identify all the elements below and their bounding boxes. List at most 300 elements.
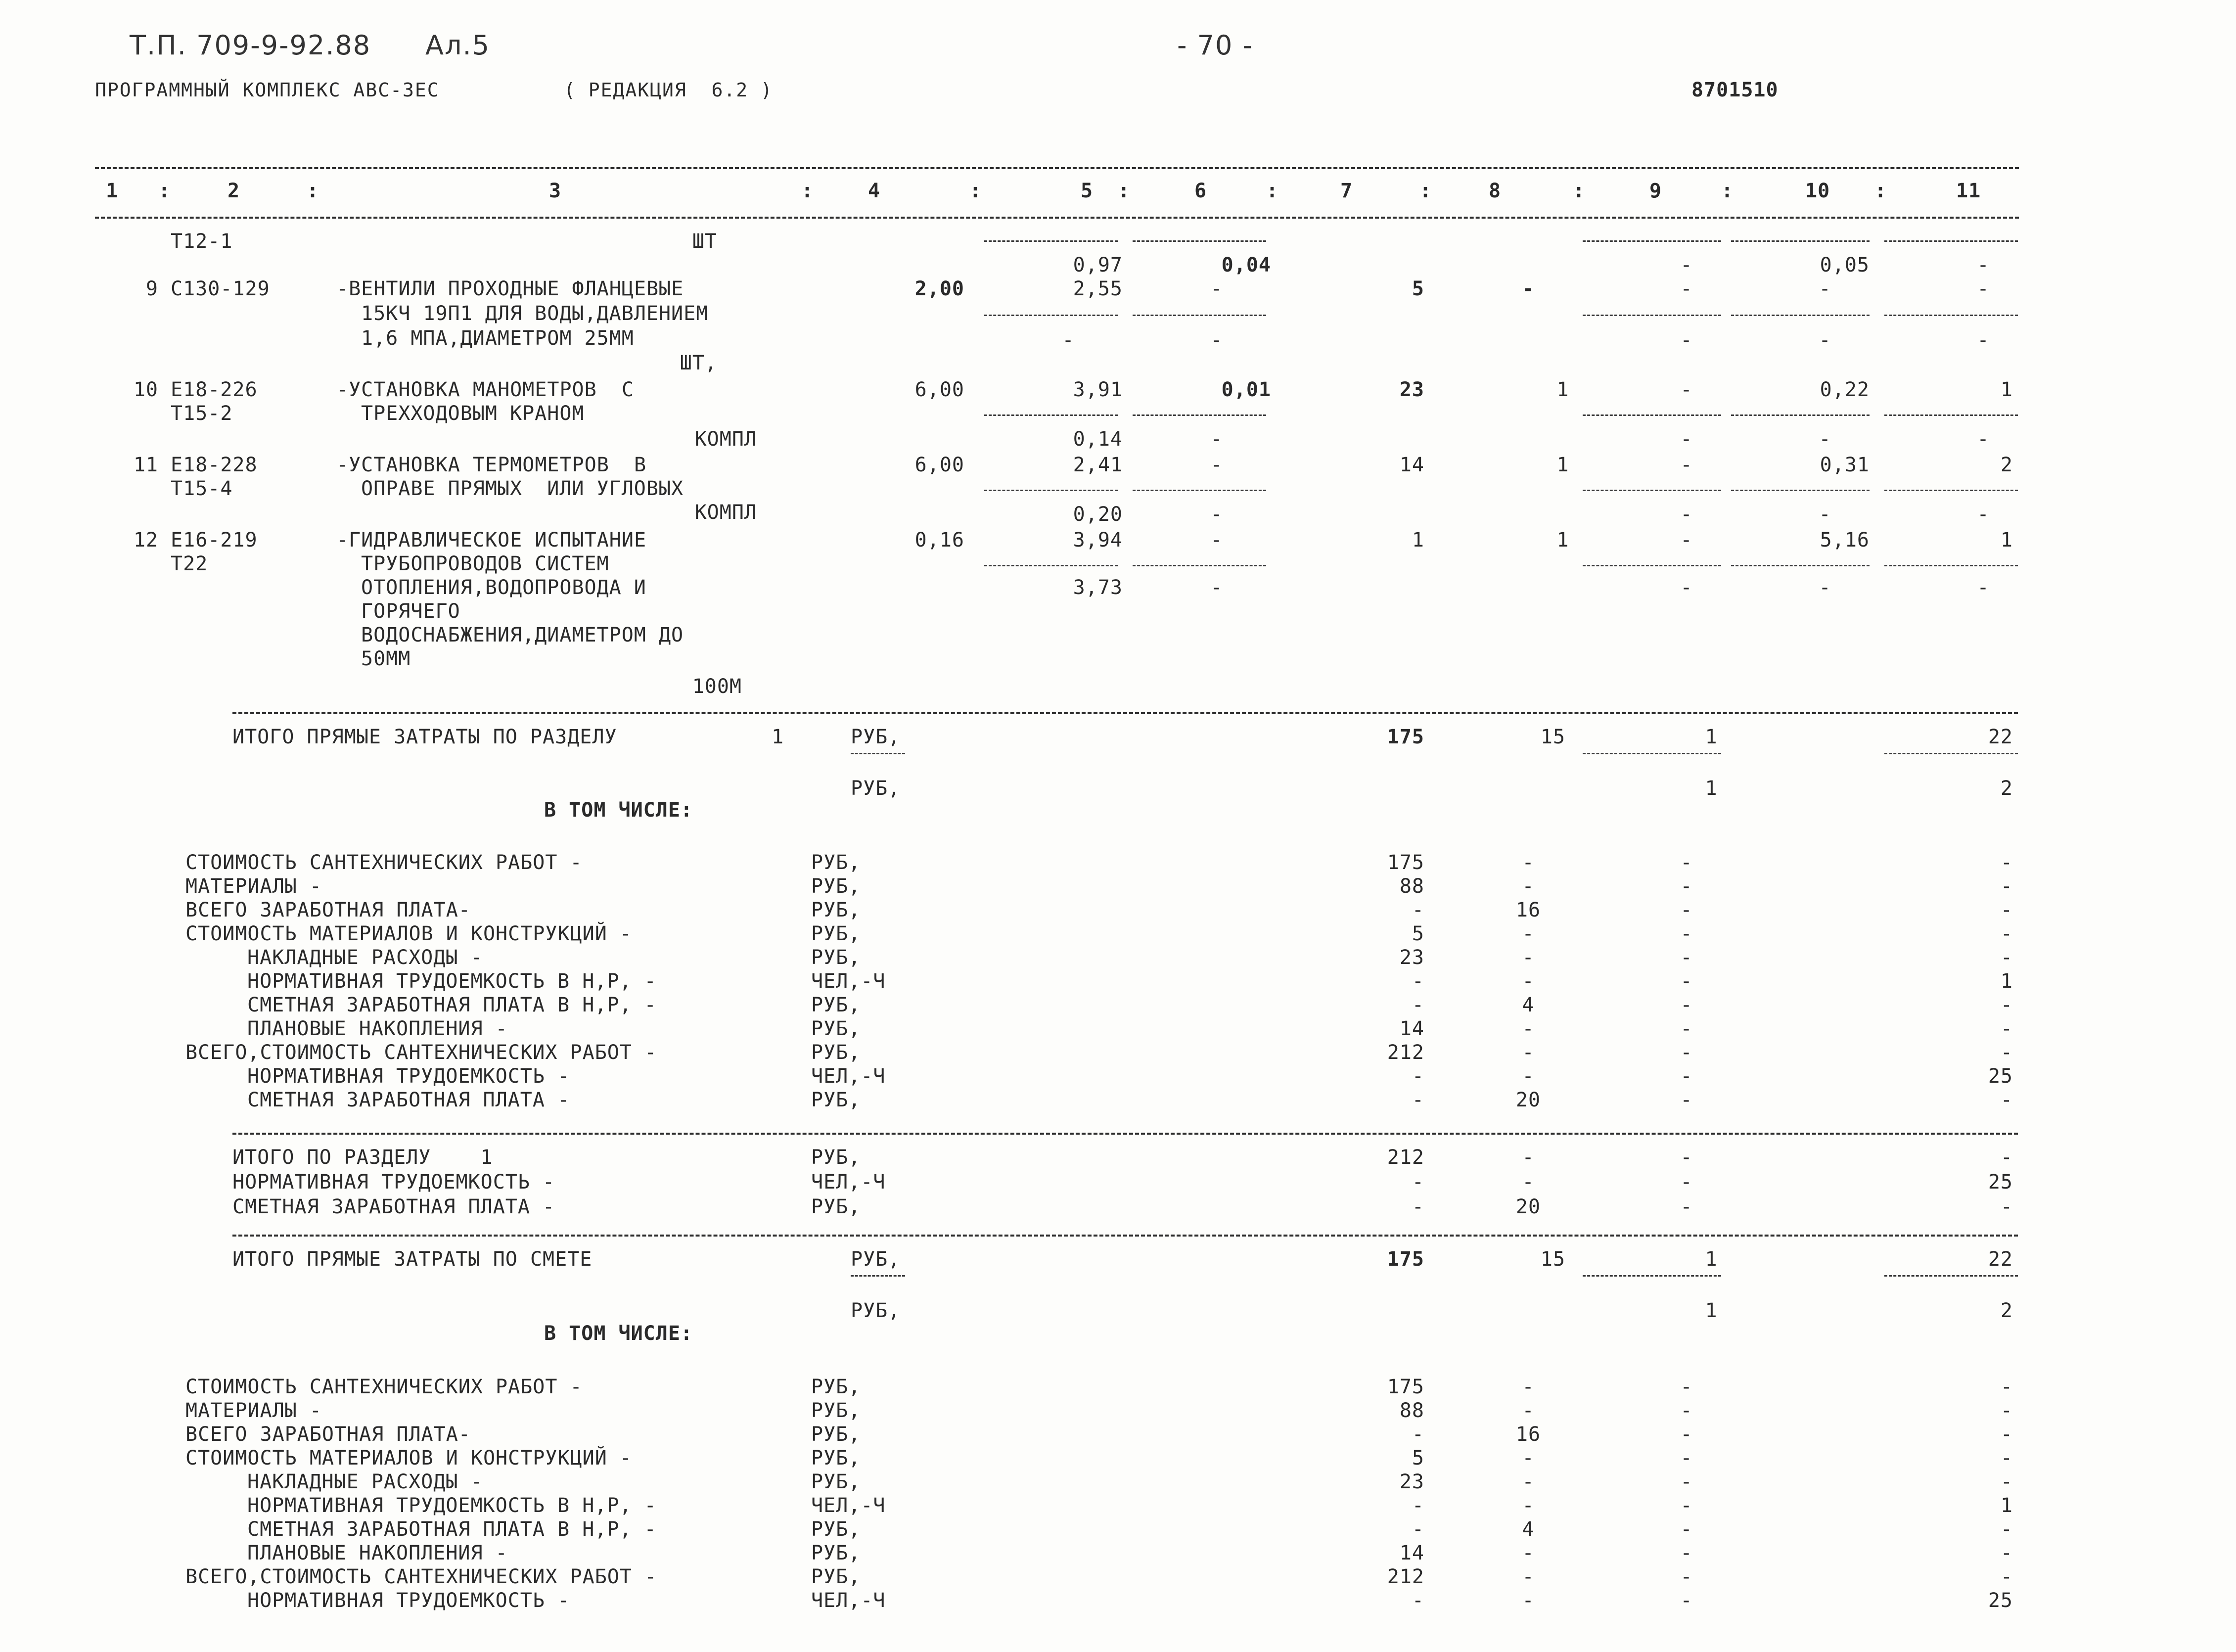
cell-col11: - — [2000, 1089, 2013, 1111]
item-description-line: ТРУБОПРОВОДОВ СИСТЕМ — [361, 552, 609, 575]
rule-estimate-total — [232, 1235, 2018, 1237]
cell-col7: 212 — [1387, 1146, 1424, 1169]
cell-col11: - — [2000, 1399, 2013, 1422]
cell-col8: - — [1522, 1565, 1535, 1588]
cell-col9: - — [1680, 329, 1693, 352]
cell-col9: - — [1680, 1423, 1693, 1446]
separator — [1884, 565, 2018, 566]
column-number: 7 — [1340, 180, 1353, 202]
cell-col8: - — [1522, 1017, 1535, 1040]
cell-col11: - — [2000, 946, 2013, 969]
cell-col7: 14 — [1399, 454, 1424, 476]
cell-col7: 175 — [1387, 726, 1424, 748]
cell-col10: 0,05 — [1820, 254, 1870, 276]
including-heading: В ТОМ ЧИСЛЕ: — [544, 1322, 693, 1345]
cell-col9: - — [1680, 1195, 1693, 1218]
cell-col9: - — [1680, 994, 1693, 1016]
item-description-line: ОТОПЛЕНИЯ,ВОДОПРОВОДА И — [361, 576, 646, 599]
column-number: 1 — [106, 180, 119, 202]
separator — [984, 315, 1118, 316]
cell-col6: - — [1210, 529, 1223, 551]
breakdown-unit: РУБ, — [811, 994, 861, 1016]
item-description-line: -ВЕНТИЛИ ПРОХОДНЫЕ ФЛАНЦЕВЫЕ — [336, 277, 684, 300]
cell-col11: - — [2000, 1542, 2013, 1564]
breakdown-label: ВСЕГО ЗАРАБОТНАЯ ПЛАТА- — [185, 1423, 471, 1446]
cell-col8: 4 — [1522, 1518, 1535, 1541]
separator — [1731, 490, 1870, 491]
breakdown-unit: РУБ, — [811, 1447, 861, 1469]
item-description-line: ГОРЯЧЕГО — [361, 600, 460, 623]
cell-col5: 0,97 — [1073, 254, 1123, 276]
item-unit: ШТ — [692, 230, 717, 253]
cell-col8: 20 — [1515, 1195, 1541, 1218]
cell-col11: - — [1977, 428, 1990, 451]
cell-col9: - — [1680, 970, 1693, 993]
separator — [1133, 315, 1266, 316]
cell-col8: - — [1522, 1494, 1535, 1517]
cell-col9: - — [1680, 576, 1693, 599]
cell-col11: - — [2000, 994, 2013, 1016]
estimate-total-unit: РУБ, — [851, 1248, 901, 1271]
separator — [1583, 414, 1721, 416]
cell-col11: - — [2000, 1518, 2013, 1541]
breakdown-label: НОРМАТИВНАЯ ТРУДОЕМКОСТЬ - — [247, 1065, 570, 1088]
breakdown-unit: РУБ, — [811, 922, 861, 945]
separator — [1133, 414, 1266, 416]
cell-col9: - — [1680, 378, 1693, 401]
item-code-secondary: Т15-4 — [171, 477, 233, 500]
breakdown-label: СТОИМОСТЬ МАТЕРИАЛОВ И КОНСТРУКЦИЙ - — [185, 1447, 632, 1469]
item-code-secondary: Т22 — [171, 552, 208, 575]
cell-col9: 1 — [1705, 1299, 1718, 1322]
cell-col11: - — [1977, 503, 1990, 526]
section-total-number: 1 — [772, 726, 784, 748]
cell-col9: 1 — [1705, 726, 1718, 748]
cell-col7: 175 — [1387, 1376, 1424, 1398]
breakdown-label: СТОИМОСТЬ САНТЕХНИЧЕСКИХ РАБОТ - — [185, 851, 583, 874]
cell-col11: - — [2000, 1470, 2013, 1493]
column-separator: : — [1118, 180, 1131, 202]
breakdown-unit: РУБ, — [811, 1376, 861, 1398]
cell-col11: 2 — [2000, 454, 2013, 476]
separator — [1731, 315, 1870, 316]
cell-col7: 23 — [1399, 946, 1424, 969]
cell-col9: - — [1680, 875, 1693, 898]
separator — [1133, 490, 1266, 491]
separator — [1583, 565, 1721, 566]
cell-col6: 0,04 — [1221, 254, 1271, 276]
cell-col8: - — [1522, 1041, 1535, 1064]
cell-col9: - — [1680, 454, 1693, 476]
cell-col8: - — [1522, 1146, 1535, 1169]
cell-col7: - — [1412, 1494, 1424, 1517]
cell-col10: - — [1819, 576, 1831, 599]
summary-unit: РУБ, — [811, 1146, 861, 1169]
breakdown-unit: РУБ, — [811, 1017, 861, 1040]
cell-col11: 2 — [2000, 1299, 2013, 1322]
breakdown-label: МАТЕРИАЛЫ - — [185, 875, 322, 898]
column-number: 4 — [868, 180, 881, 202]
cell-col7: - — [1412, 899, 1424, 921]
cell-col11: - — [1977, 329, 1990, 352]
separator — [1884, 1275, 2018, 1277]
column-separator: : — [307, 180, 319, 202]
doc-reference: Т.П. 709-9-92.88 — [130, 30, 371, 61]
item-number: 11 — [133, 454, 158, 476]
column-separator: : — [1573, 180, 1586, 202]
cell-col11: 2 — [2000, 777, 2013, 800]
cell-col11: - — [2000, 1146, 2013, 1169]
item-description-line: ОПРАВЕ ПРЯМЫХ ИЛИ УГЛОВЫХ — [361, 477, 684, 500]
cell-col8: 15 — [1540, 1248, 1566, 1271]
cell-col10: 0,31 — [1820, 454, 1870, 476]
cell-col10: - — [1819, 277, 1831, 300]
section-total-unit-secondary: РУБ, — [851, 777, 901, 800]
summary-label: СМЕТНАЯ ЗАРАБОТНАЯ ПЛАТА - — [232, 1195, 555, 1218]
separator — [1731, 414, 1870, 416]
breakdown-unit: РУБ, — [811, 1399, 861, 1422]
separator — [1731, 240, 1870, 242]
program-name: ПРОГРАММНЫЙ КОМПЛЕКС АВС-3ЕС — [95, 79, 440, 101]
cell-col9: - — [1680, 1399, 1693, 1422]
breakdown-unit: РУБ, — [811, 1423, 861, 1446]
cell-col9: - — [1680, 1065, 1693, 1088]
item-quantity: 0,16 — [914, 529, 964, 551]
rule-header-bottom — [95, 217, 2019, 219]
cell-col11: - — [2000, 1041, 2013, 1064]
cell-col5: 2,55 — [1073, 277, 1123, 300]
item-description-line: ВОДОСНАБЖЕНИЯ,ДИАМЕТРОМ ДО — [361, 624, 684, 646]
column-separator: : — [1266, 180, 1279, 202]
cell-col8: - — [1522, 1065, 1535, 1088]
cell-col6: - — [1210, 277, 1223, 300]
separator — [1133, 240, 1266, 242]
item-description-line: 50ММ — [361, 647, 411, 670]
cell-col5: 0,20 — [1073, 503, 1123, 526]
cell-col9: - — [1680, 1589, 1693, 1612]
cell-col6: - — [1210, 454, 1223, 476]
column-separator: : — [1874, 180, 1887, 202]
cell-col11: 1 — [2000, 1494, 2013, 1517]
cell-col9: - — [1680, 946, 1693, 969]
cell-col8: - — [1522, 1589, 1535, 1612]
column-number: 2 — [228, 180, 240, 202]
cell-col11: - — [1977, 277, 1990, 300]
cell-col7: 175 — [1387, 851, 1424, 874]
item-description-line: 15КЧ 19П1 ДЛЯ ВОДЫ,ДАВЛЕНИЕМ — [361, 302, 709, 325]
summary-unit: РУБ, — [811, 1195, 861, 1218]
cell-col7: 23 — [1399, 1470, 1424, 1493]
cell-col7: 212 — [1387, 1565, 1424, 1588]
cell-col7: 212 — [1387, 1041, 1424, 1064]
separator — [1583, 753, 1721, 754]
item-description-line: -ГИДРАВЛИЧЕСКОЕ ИСПЫТАНИЕ — [336, 529, 647, 551]
cell-col5: 0,14 — [1073, 428, 1123, 451]
cell-col9: - — [1680, 899, 1693, 921]
cell-col8: 1 — [1556, 529, 1569, 551]
item-code: С130-129 — [171, 277, 270, 300]
item-unit: КОМПЛ — [694, 501, 757, 524]
cell-col8: 20 — [1515, 1089, 1541, 1111]
item-quantity: 6,00 — [914, 454, 964, 476]
item-number: 12 — [133, 529, 158, 551]
column-separator: : — [969, 180, 982, 202]
breakdown-unit: РУБ, — [811, 1542, 861, 1564]
breakdown-unit: РУБ, — [811, 1041, 861, 1064]
cell-col7: - — [1412, 1518, 1424, 1541]
column-number: 10 — [1805, 180, 1830, 202]
cell-col8: 16 — [1515, 899, 1541, 921]
separator — [1583, 490, 1721, 491]
separator — [1884, 753, 2018, 754]
cell-col9: - — [1680, 1447, 1693, 1469]
cell-col9: - — [1680, 428, 1693, 451]
cell-col9: - — [1680, 1518, 1693, 1541]
cell-col8: 15 — [1540, 726, 1566, 748]
cell-col7: 1 — [1412, 529, 1424, 551]
document-code: 8701510 — [1691, 79, 1779, 101]
cell-col7: - — [1412, 1195, 1424, 1218]
item-description-line: ТРЕХХОДОВЫМ КРАНОМ — [361, 402, 585, 425]
cell-col7: 5 — [1412, 1447, 1424, 1469]
cell-col8: - — [1522, 922, 1535, 945]
item-description-line: -УСТАНОВКА МАНОМЕТРОВ С — [336, 378, 634, 401]
cell-col5: 3,91 — [1073, 378, 1123, 401]
cell-col11: 1 — [2000, 378, 2013, 401]
cell-col7: 88 — [1399, 875, 1424, 898]
breakdown-label: НАКЛАДНЫЕ РАСХОДЫ - — [247, 1470, 483, 1493]
separator — [1884, 315, 2018, 316]
cell-col8: 4 — [1522, 994, 1535, 1016]
cell-col9: - — [1680, 1089, 1693, 1111]
breakdown-unit: ЧЕЛ,-Ч — [811, 1494, 886, 1517]
cell-col9: 1 — [1705, 777, 1718, 800]
item-unit: КОМПЛ — [694, 428, 757, 451]
cell-col9: - — [1680, 1470, 1693, 1493]
cell-col7: 5 — [1412, 277, 1424, 300]
cell-col11: 22 — [1988, 1248, 2013, 1271]
cell-col8: - — [1522, 1399, 1535, 1422]
column-number: 5 — [1081, 180, 1094, 202]
cell-col8: - — [1522, 1171, 1535, 1193]
estimate-total-label: ИТОГО ПРЯМЫЕ ЗАТРАТЫ ПО СМЕТЕ — [232, 1248, 593, 1271]
column-number: 11 — [1956, 180, 1981, 202]
breakdown-unit: РУБ, — [811, 946, 861, 969]
separator — [1583, 240, 1721, 242]
cell-col5: 2,41 — [1073, 454, 1123, 476]
breakdown-unit: ЧЕЛ,-Ч — [811, 970, 886, 993]
cell-col11: 1 — [2000, 970, 2013, 993]
cell-col11: - — [2000, 1376, 2013, 1398]
column-separator: : — [1721, 180, 1734, 202]
cell-col7: 88 — [1399, 1399, 1424, 1422]
column-separator: : — [1419, 180, 1432, 202]
rule-section-total — [232, 712, 2018, 714]
cell-col9: - — [1680, 1041, 1693, 1064]
cell-col9: 1 — [1705, 1248, 1718, 1271]
breakdown-label: МАТЕРИАЛЫ - — [185, 1399, 322, 1422]
breakdown-unit: ЧЕЛ,-Ч — [811, 1065, 886, 1088]
cell-col9: - — [1680, 254, 1693, 276]
cell-col5: - — [1062, 329, 1075, 352]
item-code: Т12-1 — [171, 230, 233, 253]
cell-col11: 25 — [1988, 1589, 2013, 1612]
item-description-line: -УСТАНОВКА ТЕРМОМЕТРОВ В — [336, 454, 647, 476]
cell-col11: 25 — [1988, 1171, 2013, 1193]
summary-unit: ЧЕЛ,-Ч — [811, 1171, 886, 1193]
cell-col11: - — [2000, 1423, 2013, 1446]
item-unit: 100М — [692, 675, 742, 698]
cell-col11: - — [1977, 576, 1990, 599]
item-quantity: 2,00 — [914, 277, 964, 300]
separator — [984, 414, 1118, 416]
breakdown-unit: РУБ, — [811, 1518, 861, 1541]
cell-col10: 5,16 — [1820, 529, 1870, 551]
cell-col6: - — [1210, 329, 1223, 352]
cell-col11: 22 — [1988, 726, 2013, 748]
item-number: 9 — [145, 277, 158, 300]
summary-label: ИТОГО ПО РАЗДЕЛУ 1 — [232, 1146, 493, 1169]
column-number: 6 — [1194, 180, 1207, 202]
column-separator: : — [801, 180, 814, 202]
item-number: 10 — [133, 378, 158, 401]
cell-col9: - — [1680, 1494, 1693, 1517]
cell-col5: 3,94 — [1073, 529, 1123, 551]
cell-col9: - — [1680, 1017, 1693, 1040]
cell-col8: - — [1522, 970, 1535, 993]
cell-col7: - — [1412, 1089, 1424, 1111]
cell-col9: - — [1680, 1146, 1693, 1169]
cell-col9: - — [1680, 922, 1693, 945]
breakdown-unit: РУБ, — [811, 851, 861, 874]
cell-col7: 175 — [1387, 1248, 1424, 1271]
breakdown-label: СМЕТНАЯ ЗАРАБОТНАЯ ПЛАТА В Н,Р, - — [247, 994, 657, 1016]
cell-col11: - — [2000, 1017, 2013, 1040]
rule-top — [95, 167, 2019, 169]
program-edition: ( РЕДАКЦИЯ 6.2 ) — [564, 79, 773, 101]
separator — [851, 1275, 905, 1277]
column-separator: : — [158, 180, 171, 202]
separator — [1884, 240, 2018, 242]
section-total-unit: РУБ, — [851, 726, 901, 748]
cell-col7: - — [1412, 1589, 1424, 1612]
breakdown-unit: РУБ, — [811, 1089, 861, 1111]
cell-col9: - — [1680, 503, 1693, 526]
breakdown-label: ВСЕГО ЗАРАБОТНАЯ ПЛАТА- — [185, 899, 471, 921]
separator — [1583, 1275, 1721, 1277]
album-number: Ал.5 — [425, 30, 490, 61]
cell-col9: - — [1680, 1565, 1693, 1588]
cell-col10: - — [1819, 428, 1831, 451]
cell-col8: 16 — [1515, 1423, 1541, 1446]
item-description-line: 1,6 МПА,ДИАМЕТРОМ 25ММ — [361, 327, 634, 350]
item-code-secondary: Т15-2 — [171, 402, 233, 425]
breakdown-label: СМЕТНАЯ ЗАРАБОТНАЯ ПЛАТА В Н,Р, - — [247, 1518, 657, 1541]
cell-col8: - — [1522, 1447, 1535, 1469]
breakdown-label: ПЛАНОВЫЕ НАКОПЛЕНИЯ - — [247, 1017, 508, 1040]
column-number: 3 — [549, 180, 562, 202]
breakdown-unit: РУБ, — [811, 899, 861, 921]
cell-col11: - — [2000, 899, 2013, 921]
cell-col9: - — [1680, 277, 1693, 300]
cell-col7: - — [1412, 1171, 1424, 1193]
cell-col7: - — [1412, 1065, 1424, 1088]
breakdown-label: НОРМАТИВНАЯ ТРУДОЕМКОСТЬ В Н,Р, - — [247, 1494, 657, 1517]
breakdown-label: НАКЛАДНЫЕ РАСХОДЫ - — [247, 946, 483, 969]
cell-col9: - — [1680, 1542, 1693, 1564]
cell-col10: - — [1819, 329, 1831, 352]
cell-col8: - — [1522, 875, 1535, 898]
breakdown-label: ВСЕГО,СТОИМОСТЬ САНТЕХНИЧЕСКИХ РАБОТ - — [185, 1041, 657, 1064]
cell-col11: - — [2000, 1565, 2013, 1588]
cell-col11: - — [2000, 875, 2013, 898]
separator — [1583, 315, 1721, 316]
cell-col8: - — [1522, 1542, 1535, 1564]
cell-col6: - — [1210, 503, 1223, 526]
separator — [984, 490, 1118, 491]
cell-col8: - — [1522, 1376, 1535, 1398]
cell-col9: - — [1680, 851, 1693, 874]
item-code: Е18-228 — [171, 454, 258, 476]
separator — [1884, 490, 2018, 491]
breakdown-label: ПЛАНОВЫЕ НАКОПЛЕНИЯ - — [247, 1542, 508, 1564]
cell-col6: - — [1210, 576, 1223, 599]
separator — [1884, 414, 2018, 416]
breakdown-unit: ЧЕЛ,-Ч — [811, 1589, 886, 1612]
cell-col8: - — [1522, 277, 1535, 300]
cell-col6: - — [1210, 428, 1223, 451]
summary-label: НОРМАТИВНАЯ ТРУДОЕМКОСТЬ - — [232, 1171, 555, 1193]
column-number: 9 — [1649, 180, 1662, 202]
cell-col11: - — [1977, 254, 1990, 276]
cell-col7: 5 — [1412, 922, 1424, 945]
cell-col8: - — [1522, 946, 1535, 969]
item-quantity: 6,00 — [914, 378, 964, 401]
breakdown-label: СТОИМОСТЬ САНТЕХНИЧЕСКИХ РАБОТ - — [185, 1376, 583, 1398]
breakdown-label: НОРМАТИВНАЯ ТРУДОЕМКОСТЬ - — [247, 1589, 570, 1612]
item-code: Е18-226 — [171, 378, 258, 401]
cell-col7: 14 — [1399, 1542, 1424, 1564]
cell-col9: - — [1680, 529, 1693, 551]
cell-col11: - — [2000, 851, 2013, 874]
cell-col5: 3,73 — [1073, 576, 1123, 599]
page-number: - 70 - — [1177, 30, 1254, 61]
rule-section-summary — [232, 1133, 2018, 1135]
cell-col11: 1 — [2000, 529, 2013, 551]
breakdown-unit: РУБ, — [811, 1565, 861, 1588]
cell-col9: - — [1680, 1376, 1693, 1398]
cell-col8: - — [1522, 1470, 1535, 1493]
separator — [1133, 565, 1266, 566]
cell-col7: 14 — [1399, 1017, 1424, 1040]
column-number: 8 — [1489, 180, 1502, 202]
cell-col8: - — [1522, 851, 1535, 874]
cell-col10: - — [1819, 503, 1831, 526]
separator — [984, 565, 1118, 566]
breakdown-label: СТОИМОСТЬ МАТЕРИАЛОВ И КОНСТРУКЦИЙ - — [185, 922, 632, 945]
cell-col6: 0,01 — [1221, 378, 1271, 401]
breakdown-label: ВСЕГО,СТОИМОСТЬ САНТЕХНИЧЕСКИХ РАБОТ - — [185, 1565, 657, 1588]
cell-col11: - — [2000, 1447, 2013, 1469]
cell-col7: - — [1412, 1423, 1424, 1446]
cell-col11: - — [2000, 922, 2013, 945]
cell-col8: 1 — [1556, 454, 1569, 476]
cell-col8: 1 — [1556, 378, 1569, 401]
including-heading: В ТОМ ЧИСЛЕ: — [544, 799, 693, 822]
cell-col11: - — [2000, 1195, 2013, 1218]
estimate-total-unit-secondary: РУБ, — [851, 1299, 901, 1322]
separator — [984, 240, 1118, 242]
